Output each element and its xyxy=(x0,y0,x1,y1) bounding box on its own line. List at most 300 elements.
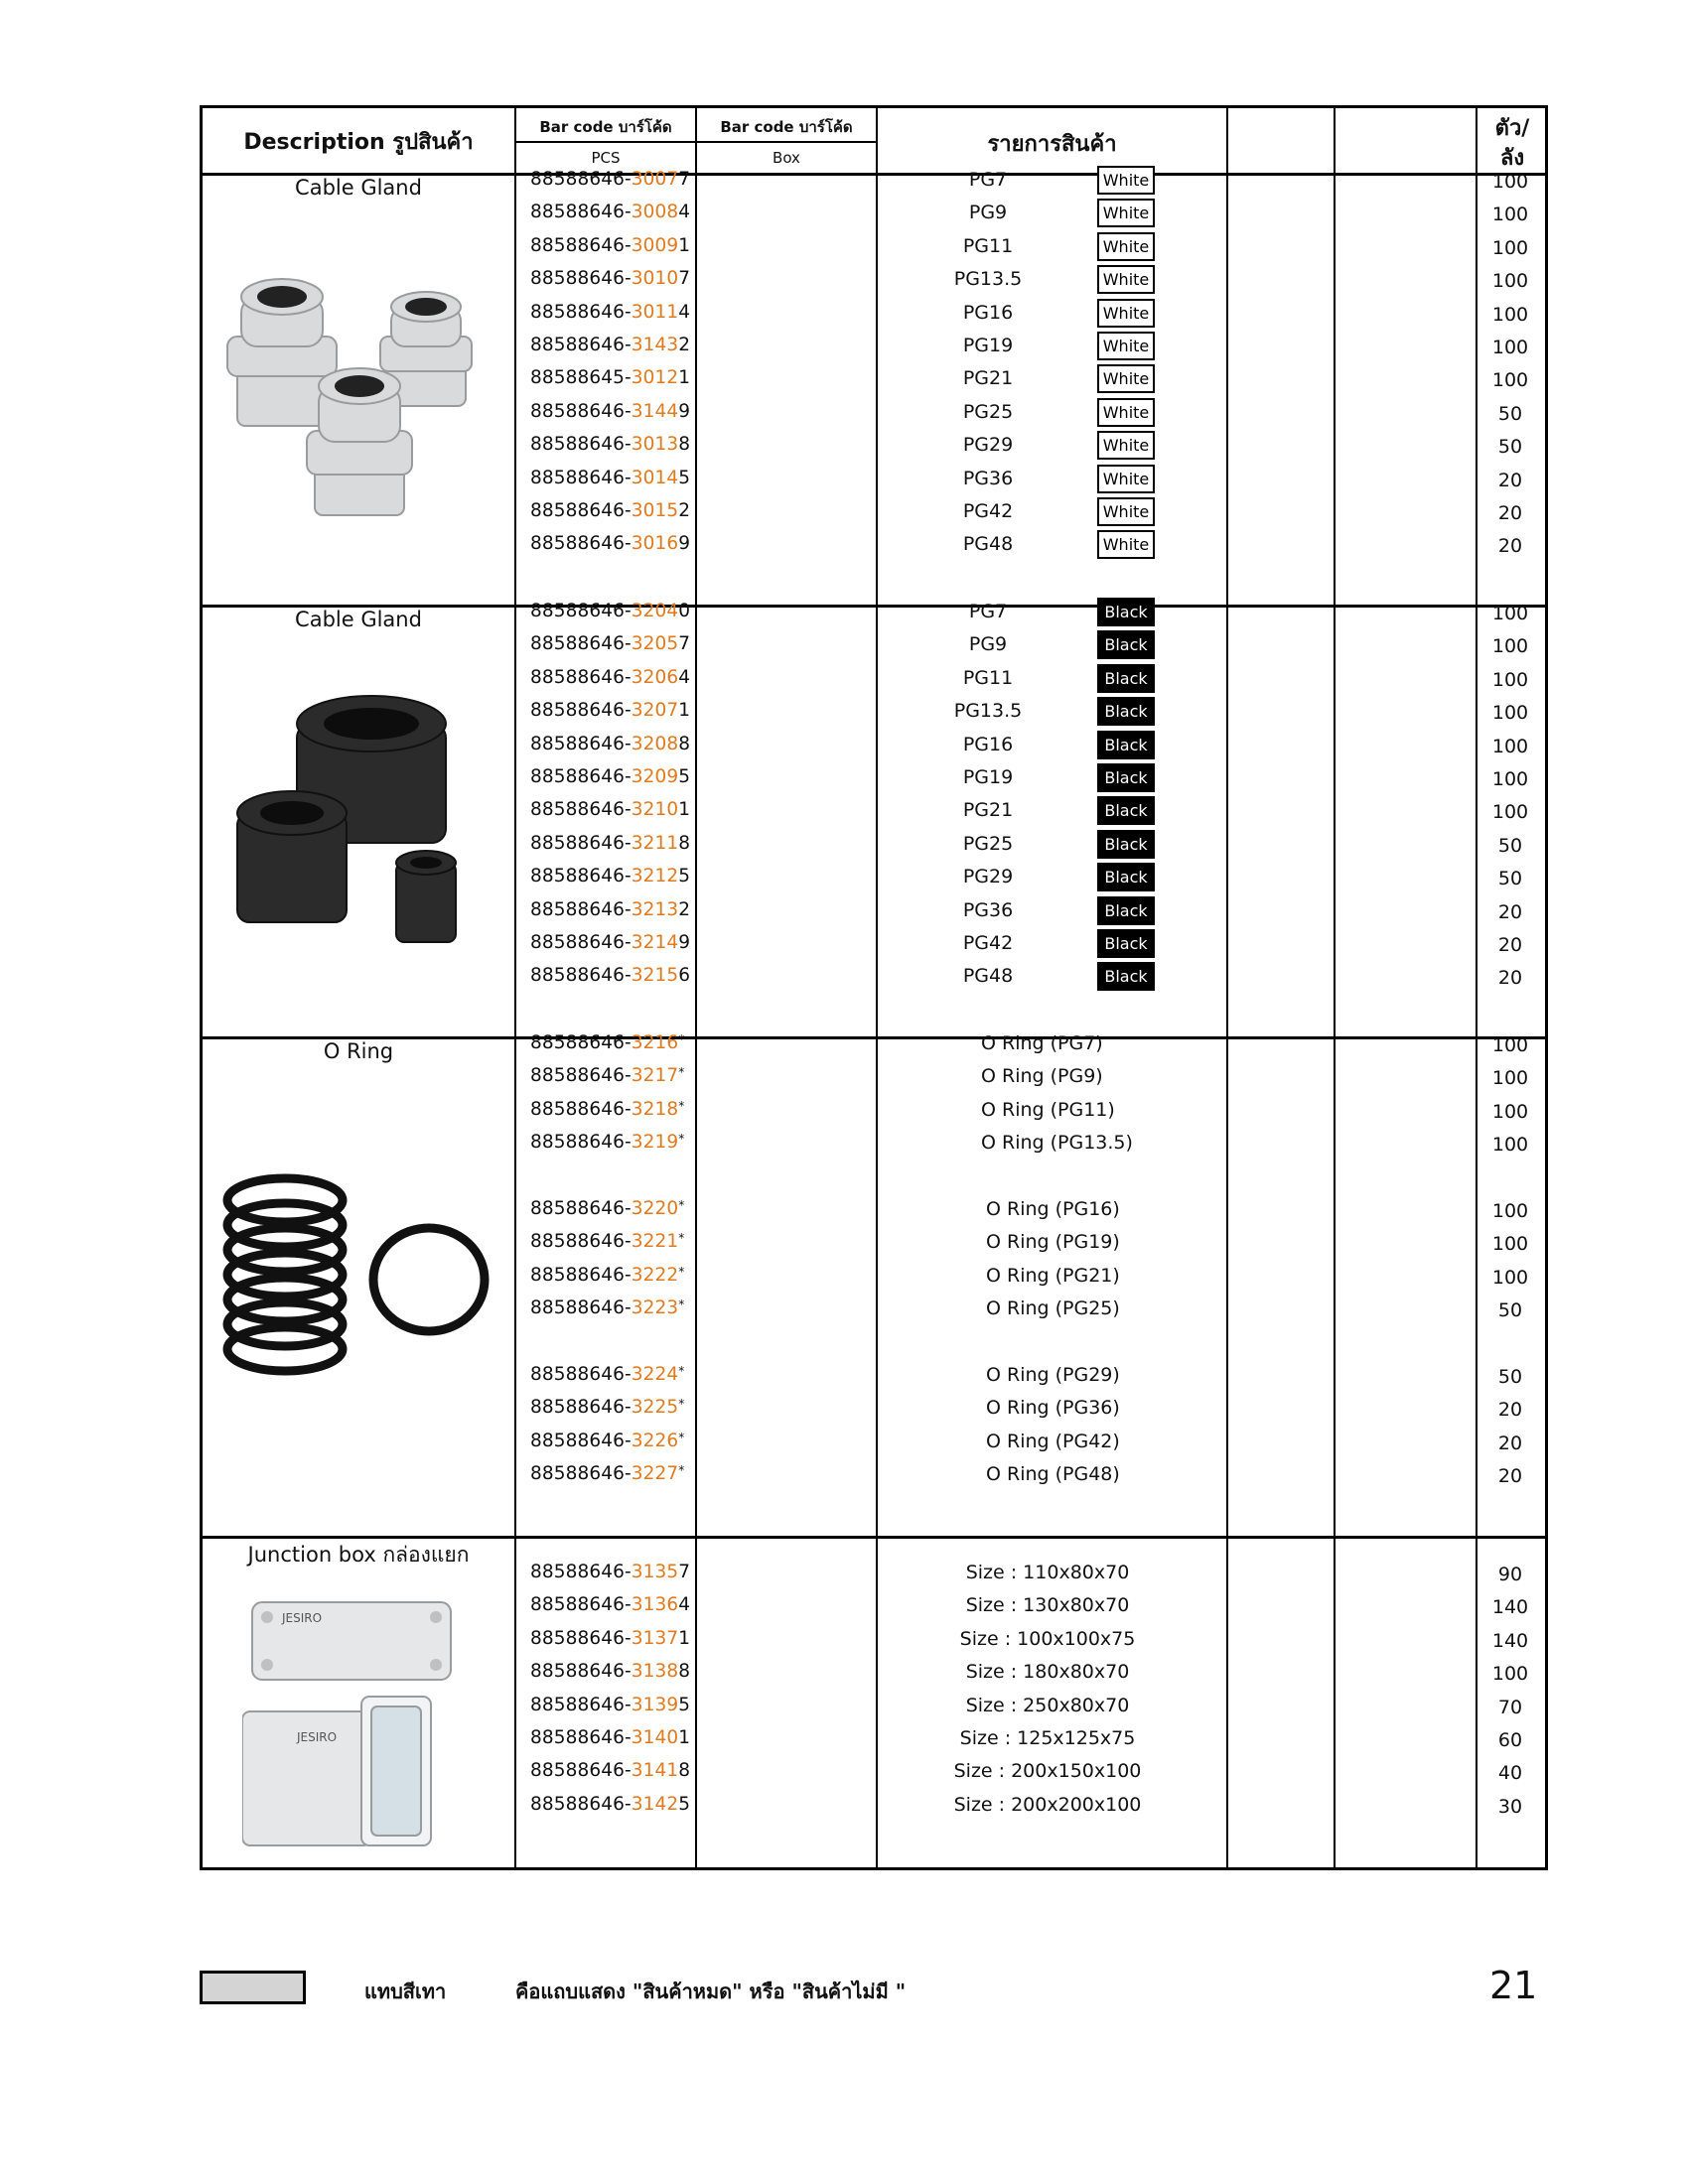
barcode-pcs xyxy=(530,899,690,920)
barcode-suffix: * xyxy=(678,1032,685,1046)
barcode-pcs xyxy=(530,700,690,721)
qty-per-box: 100 xyxy=(1491,337,1529,358)
item-name: PG29 xyxy=(962,434,1014,457)
qty-per-box: 100 xyxy=(1491,171,1529,193)
barcode-prefix: 88588646- xyxy=(530,1198,632,1219)
barcode-pcs xyxy=(530,1695,690,1715)
column-divider xyxy=(514,108,516,1867)
barcode-highlight: 3206 xyxy=(631,666,679,688)
color-tag: White xyxy=(1097,166,1155,195)
barcode-prefix: 88588646- xyxy=(530,700,632,722)
barcode-suffix: 4 xyxy=(678,301,691,323)
qty-per-box: 100 xyxy=(1491,635,1529,658)
item-name: Size : 125x125x75 xyxy=(959,1727,1136,1749)
barcode-highlight: 3226 xyxy=(631,1430,679,1451)
barcode-prefix: 88588646- xyxy=(530,533,632,555)
column-divider xyxy=(1334,108,1336,1867)
barcode-highlight: 3015 xyxy=(631,500,679,521)
item-name: PG16 xyxy=(962,733,1014,755)
qty-per-box: 20 xyxy=(1497,900,1523,923)
barcode-prefix: 88588646- xyxy=(530,1297,632,1319)
barcode-prefix: 88588646- xyxy=(530,1694,632,1715)
barcode-prefix: 88588646- xyxy=(530,1231,632,1253)
barcode-suffix: 4 xyxy=(678,202,691,223)
item-name: O Ring (PG13.5) xyxy=(981,1132,1133,1155)
barcode-pcs xyxy=(530,1364,684,1385)
item-name: PG7 xyxy=(968,601,1008,622)
barcode-highlight: 3218 xyxy=(631,1098,679,1120)
qty-per-box: 60 xyxy=(1497,1729,1523,1751)
barcode-suffix: * xyxy=(678,1065,685,1080)
item-name: PG9 xyxy=(968,633,1008,656)
barcode-pcs xyxy=(530,1661,690,1682)
item-name: Size : 200x200x100 xyxy=(953,1793,1142,1816)
barcode-suffix: 8 xyxy=(678,832,691,854)
barcode-prefix: 88588646- xyxy=(530,434,632,456)
barcode-pcs xyxy=(530,1065,684,1086)
barcode-prefix: 88588646- xyxy=(530,500,632,521)
item-name: O Ring (PG25) xyxy=(986,1297,1120,1320)
color-tag: Black xyxy=(1097,830,1155,859)
item-name: O Ring (PG21) xyxy=(986,1264,1120,1287)
barcode-suffix: 7 xyxy=(678,268,691,290)
barcode-highlight: 3137 xyxy=(631,1627,679,1649)
barcode-prefix: 88588646- xyxy=(530,1727,632,1748)
barcode-pcs xyxy=(530,734,690,754)
qty-per-box: 20 xyxy=(1497,1399,1523,1422)
color-tag: White xyxy=(1097,530,1155,559)
barcode-prefix: 88588646- xyxy=(530,301,632,323)
barcode-pcs xyxy=(530,434,690,455)
barcode-pcs xyxy=(530,268,690,289)
white-cable-gland-icon xyxy=(217,257,486,525)
barcode-suffix: 5 xyxy=(678,1694,691,1715)
barcode-prefix: 88588646- xyxy=(530,1098,632,1120)
barcode-pcs xyxy=(530,866,690,887)
qty-per-box: 100 xyxy=(1491,1266,1529,1289)
barcode-suffix: * xyxy=(678,1132,685,1147)
column-divider xyxy=(1226,108,1228,1867)
barcode-highlight: 3140 xyxy=(631,1727,679,1748)
barcode-highlight: 3224 xyxy=(631,1364,679,1385)
barcode-suffix: 1 xyxy=(678,799,691,821)
qty-per-box: 30 xyxy=(1497,1795,1523,1818)
item-name: O Ring (PG42) xyxy=(986,1430,1120,1452)
section-title: O Ring xyxy=(323,1039,394,1063)
barcode-pcs xyxy=(530,169,690,190)
barcode-pcs xyxy=(530,1628,690,1649)
barcode-highlight: 3213 xyxy=(631,898,679,920)
barcode-prefix: 88588646- xyxy=(530,1562,632,1582)
barcode-pcs xyxy=(530,1265,684,1286)
barcode-highlight: 3010 xyxy=(631,268,679,290)
barcode-highlight: 3141 xyxy=(631,1760,679,1782)
barcode-suffix: 5 xyxy=(678,766,691,787)
item-name: PG21 xyxy=(962,799,1014,822)
qty-per-box: 100 xyxy=(1491,702,1529,725)
qty-per-box: 70 xyxy=(1497,1696,1523,1718)
color-tag: White xyxy=(1097,265,1155,294)
color-tag: White xyxy=(1097,232,1155,261)
barcode-highlight: 3009 xyxy=(631,234,679,256)
barcode-prefix: 88588646- xyxy=(530,1065,632,1087)
color-tag: White xyxy=(1097,431,1155,460)
barcode-suffix: 2 xyxy=(678,500,691,521)
barcode-pcs xyxy=(530,235,690,256)
qty-per-box: 20 xyxy=(1497,1432,1523,1454)
barcode-highlight: 3014 xyxy=(631,467,679,488)
color-tag: Black xyxy=(1097,763,1155,792)
qty-per-box: 100 xyxy=(1491,768,1529,790)
barcode-highlight: 3139 xyxy=(631,1694,679,1715)
color-tag: White xyxy=(1097,465,1155,493)
barcode-highlight: 3210 xyxy=(631,799,679,821)
barcode-prefix: 88588646- xyxy=(530,1594,632,1616)
item-name: PG48 xyxy=(962,533,1014,556)
item-name: PG48 xyxy=(962,965,1014,988)
barcode-suffix: 1 xyxy=(678,700,691,722)
qty-per-box: 50 xyxy=(1497,868,1523,890)
item-name: O Ring (PG16) xyxy=(986,1198,1120,1220)
item-name: PG42 xyxy=(962,500,1014,522)
column-divider xyxy=(695,108,697,1867)
page-number: 21 xyxy=(1489,1964,1538,2007)
black-cable-gland-icon xyxy=(227,674,486,952)
barcode-prefix: 88588646- xyxy=(530,1661,632,1683)
barcode-pcs xyxy=(530,1727,690,1748)
header-barcode-box: Bar code บาร์โค้ด xyxy=(720,118,853,136)
color-tag: White xyxy=(1097,497,1155,526)
barcode-highlight: 3016 xyxy=(631,533,679,555)
qty-per-box: 100 xyxy=(1491,204,1529,226)
barcode-pcs xyxy=(530,766,690,787)
barcode-pcs xyxy=(530,202,690,222)
barcode-highlight: 3011 xyxy=(631,301,679,323)
barcode-pcs xyxy=(530,633,690,654)
qty-per-box: 100 xyxy=(1491,735,1529,757)
barcode-suffix: * xyxy=(678,1297,685,1312)
color-tag: Black xyxy=(1097,796,1155,825)
header-qty-line2: ลัง xyxy=(1499,146,1525,171)
item-name: Size : 200x150x100 xyxy=(953,1760,1142,1783)
barcode-prefix: 88588646- xyxy=(530,1793,632,1815)
item-name: O Ring (PG29) xyxy=(986,1364,1120,1386)
barcode-suffix: 7 xyxy=(678,633,691,655)
barcode-suffix: 0 xyxy=(678,601,691,621)
barcode-highlight: 3214 xyxy=(631,932,679,953)
qty-per-box: 140 xyxy=(1491,1596,1529,1619)
barcode-highlight: 3221 xyxy=(631,1231,679,1253)
barcode-pcs xyxy=(530,601,690,621)
item-name: PG19 xyxy=(962,335,1014,356)
barcode-highlight: 3211 xyxy=(631,832,679,854)
svg-text:JESIRO: JESIRO xyxy=(297,1730,338,1744)
item-name: PG13.5 xyxy=(953,700,1023,723)
barcode-suffix: 8 xyxy=(678,1661,691,1683)
barcode-highlight: 3208 xyxy=(631,733,679,754)
barcode-prefix: 88588646- xyxy=(530,169,632,190)
section-title: Cable Gland xyxy=(295,176,422,200)
barcode-highlight: 3217 xyxy=(631,1065,679,1087)
barcode-prefix: 88588646- xyxy=(530,898,632,920)
qty-per-box: 100 xyxy=(1491,236,1529,259)
barcode-suffix: 5 xyxy=(678,1793,691,1815)
section-title: Junction box กล่องแยก xyxy=(247,1543,470,1567)
barcode-suffix: * xyxy=(678,1397,685,1412)
barcode-pcs xyxy=(530,533,690,554)
barcode-highlight: 3007 xyxy=(631,169,679,190)
barcode-highlight: 3205 xyxy=(631,633,679,655)
item-name: Size : 130x80x70 xyxy=(965,1594,1130,1617)
svg-text:JESIRO: JESIRO xyxy=(282,1611,323,1625)
barcode-suffix: 8 xyxy=(678,1760,691,1782)
item-name: PG7 xyxy=(968,169,1008,191)
item-name: Size : 250x80x70 xyxy=(965,1694,1130,1716)
barcode-suffix: 4 xyxy=(678,1594,691,1616)
barcode-prefix: 88588646- xyxy=(530,601,632,621)
barcode-highlight: 3216 xyxy=(631,1032,679,1053)
barcode-suffix: 8 xyxy=(678,733,691,754)
barcode-prefix: 88588646- xyxy=(530,1364,632,1385)
barcode-prefix: 88588646- xyxy=(530,335,632,355)
barcode-prefix: 88588646- xyxy=(530,467,632,488)
color-tag: White xyxy=(1097,199,1155,227)
item-name: PG19 xyxy=(962,766,1014,788)
qty-per-box: 100 xyxy=(1491,603,1529,624)
item-name: O Ring (PG19) xyxy=(986,1231,1120,1254)
barcode-pcs xyxy=(530,1760,690,1781)
barcode-pcs xyxy=(530,367,690,388)
legend-description: คือแถบแสดง "สินค้าหมด" หรือ "สินค้าไม่มี " xyxy=(515,1979,907,2003)
barcode-prefix: 88588646- xyxy=(530,268,632,290)
color-tag: Black xyxy=(1097,863,1155,891)
barcode-prefix: 88588646- xyxy=(530,866,632,887)
item-name: PG16 xyxy=(962,301,1014,324)
barcode-prefix: 88588646- xyxy=(530,234,632,256)
item-name: O Ring (PG36) xyxy=(986,1397,1120,1420)
barcode-pcs xyxy=(530,1032,684,1053)
qty-per-box: 100 xyxy=(1491,1663,1529,1686)
item-name: PG11 xyxy=(962,666,1014,689)
barcode-prefix: 88588646- xyxy=(530,1430,632,1451)
barcode-pcs xyxy=(530,1562,690,1582)
barcode-pcs xyxy=(530,1397,684,1418)
barcode-suffix: 8 xyxy=(678,434,691,456)
qty-per-box: 20 xyxy=(1497,469,1523,491)
barcode-suffix: 9 xyxy=(678,932,691,953)
barcode-suffix: 1 xyxy=(678,1727,691,1748)
item-name: PG36 xyxy=(962,898,1014,921)
barcode-pcs xyxy=(530,1463,684,1484)
barcode-pcs xyxy=(530,468,690,488)
barcode-suffix: 1 xyxy=(678,234,691,256)
barcode-suffix: * xyxy=(678,1463,685,1478)
barcode-suffix: 4 xyxy=(678,666,691,688)
item-name: Size : 180x80x70 xyxy=(965,1661,1130,1684)
color-tag: Black xyxy=(1097,664,1155,693)
item-name: PG36 xyxy=(962,467,1014,489)
qty-per-box: 100 xyxy=(1491,1100,1529,1123)
qty-per-box: 20 xyxy=(1497,934,1523,956)
barcode-highlight: 3225 xyxy=(631,1397,679,1419)
item-name: O Ring (PG7) xyxy=(981,1032,1103,1054)
barcode-pcs xyxy=(530,799,690,820)
header-items: รายการสินค้า xyxy=(987,132,1117,157)
qty-per-box: 100 xyxy=(1491,369,1529,392)
barcode-pcs xyxy=(530,932,690,953)
barcode-prefix: 88588646- xyxy=(530,965,632,987)
item-name: PG21 xyxy=(962,367,1014,390)
color-tag: White xyxy=(1097,398,1155,427)
barcode-highlight: 3143 xyxy=(631,335,679,355)
barcode-prefix: 88588646- xyxy=(530,1032,632,1053)
qty-per-box: 50 xyxy=(1497,402,1523,425)
barcode-highlight: 3209 xyxy=(631,766,679,787)
qty-per-box: 50 xyxy=(1497,436,1523,459)
barcode-highlight: 3142 xyxy=(631,1793,679,1815)
barcode-prefix: 88588646- xyxy=(530,1264,632,1286)
barcode-suffix: * xyxy=(678,1364,685,1378)
barcode-prefix: 88588645- xyxy=(530,367,632,389)
barcode-prefix: 88588646- xyxy=(530,733,632,754)
item-name: Size : 100x100x75 xyxy=(959,1627,1136,1650)
color-tag: Black xyxy=(1097,929,1155,958)
item-name: Size : 110x80x70 xyxy=(965,1562,1130,1583)
barcode-prefix: 88588646- xyxy=(530,1760,632,1782)
color-tag: Black xyxy=(1097,896,1155,925)
barcode-suffix: 7 xyxy=(678,1562,691,1582)
barcode-prefix: 88588646- xyxy=(530,1397,632,1419)
qty-per-box: 100 xyxy=(1491,1200,1529,1222)
barcode-suffix: * xyxy=(678,1198,685,1212)
item-name: PG42 xyxy=(962,932,1014,954)
barcode-suffix: 6 xyxy=(678,965,691,987)
item-name: O Ring (PG48) xyxy=(986,1463,1120,1486)
barcode-prefix: 88588646- xyxy=(530,202,632,223)
color-tag: White xyxy=(1097,299,1155,328)
barcode-highlight: 3227 xyxy=(631,1463,679,1485)
item-name: O Ring (PG9) xyxy=(981,1065,1103,1088)
barcode-pcs xyxy=(530,335,690,355)
barcode-highlight: 3135 xyxy=(631,1562,679,1582)
item-name: PG11 xyxy=(962,234,1014,257)
barcode-prefix: 88588646- xyxy=(530,799,632,821)
barcode-highlight: 3223 xyxy=(631,1297,679,1319)
barcode-prefix: 88588646- xyxy=(530,932,632,953)
header-pcs: PCS xyxy=(591,149,621,167)
barcode-suffix: 9 xyxy=(678,533,691,555)
legend-swatch xyxy=(200,1971,306,2004)
barcode-highlight: 3136 xyxy=(631,1594,679,1616)
barcode-highlight: 3215 xyxy=(631,965,679,987)
item-name: PG25 xyxy=(962,832,1014,855)
color-tag: White xyxy=(1097,364,1155,393)
barcode-highlight: 3144 xyxy=(631,400,679,422)
section-title: Cable Gland xyxy=(295,608,422,631)
header-qty-line1: ตัว/ xyxy=(1494,116,1530,141)
qty-per-box: 100 xyxy=(1491,668,1529,691)
barcode-prefix: 88588646- xyxy=(530,1627,632,1649)
barcode-highlight: 3219 xyxy=(631,1132,679,1154)
qty-per-box: 20 xyxy=(1497,967,1523,990)
barcode-highlight: 3008 xyxy=(631,202,679,223)
barcode-highlight: 3013 xyxy=(631,434,679,456)
qty-per-box: 50 xyxy=(1497,1366,1523,1388)
qty-per-box: 20 xyxy=(1497,502,1523,524)
barcode-pcs xyxy=(530,1099,684,1120)
color-tag: Black xyxy=(1097,962,1155,991)
qty-per-box: 20 xyxy=(1497,1465,1523,1488)
qty-per-box: 40 xyxy=(1497,1762,1523,1785)
junction-box-icon xyxy=(242,1592,471,1855)
qty-per-box: 100 xyxy=(1491,1067,1529,1090)
column-divider xyxy=(876,108,878,1867)
barcode-pcs xyxy=(530,833,690,854)
color-tag: Black xyxy=(1097,731,1155,759)
item-name: PG25 xyxy=(962,400,1014,423)
item-name: PG9 xyxy=(968,202,1008,224)
barcode-highlight: 3138 xyxy=(631,1661,679,1683)
color-tag: White xyxy=(1097,332,1155,360)
barcode-suffix: 1 xyxy=(678,1627,691,1649)
barcode-prefix: 88588646- xyxy=(530,666,632,688)
barcode-suffix: 2 xyxy=(678,335,691,355)
qty-per-box: 100 xyxy=(1491,1233,1529,1256)
qty-per-box: 140 xyxy=(1491,1629,1529,1652)
barcode-prefix: 88588646- xyxy=(530,1463,632,1485)
barcode-suffix: 9 xyxy=(678,400,691,422)
barcode-pcs xyxy=(530,1297,684,1318)
qty-per-box: 20 xyxy=(1497,535,1523,558)
item-name: PG29 xyxy=(962,866,1014,888)
barcode-pcs xyxy=(530,1198,684,1219)
header-barcode-pcs: Bar code บาร์โค้ด xyxy=(539,118,672,136)
barcode-pcs xyxy=(530,965,690,986)
barcode-prefix: 88588646- xyxy=(530,766,632,787)
barcode-suffix: 7 xyxy=(678,169,691,190)
qty-per-box: 100 xyxy=(1491,303,1529,326)
barcode-pcs xyxy=(530,302,690,323)
color-tag: Black xyxy=(1097,697,1155,726)
color-tag: Black xyxy=(1097,630,1155,659)
qty-per-box: 100 xyxy=(1491,801,1529,824)
barcode-highlight: 3012 xyxy=(631,367,679,389)
qty-per-box: 100 xyxy=(1491,1134,1529,1157)
price-table xyxy=(200,105,1548,1870)
barcode-pcs xyxy=(530,1594,690,1615)
header-description: Description รูปสินค้า xyxy=(243,130,474,155)
qty-per-box: 100 xyxy=(1491,270,1529,293)
barcode-highlight: 3204 xyxy=(631,601,679,621)
barcode-pcs xyxy=(530,1132,684,1153)
qty-per-box: 90 xyxy=(1497,1564,1523,1585)
barcode-suffix: 2 xyxy=(678,898,691,920)
barcode-suffix: 5 xyxy=(678,866,691,887)
barcode-pcs xyxy=(530,667,690,688)
barcode-highlight: 3220 xyxy=(631,1198,679,1219)
header-box: Box xyxy=(773,149,800,167)
barcode-pcs xyxy=(530,401,690,422)
barcode-highlight: 3212 xyxy=(631,866,679,887)
barcode-suffix: 1 xyxy=(678,367,691,389)
barcode-highlight: 3207 xyxy=(631,700,679,722)
barcode-suffix: * xyxy=(678,1430,685,1444)
o-ring-icon xyxy=(220,1170,498,1389)
barcode-suffix: 5 xyxy=(678,467,691,488)
qty-per-box: 100 xyxy=(1491,1034,1529,1056)
barcode-pcs xyxy=(530,500,690,521)
color-tag: Black xyxy=(1097,598,1155,626)
